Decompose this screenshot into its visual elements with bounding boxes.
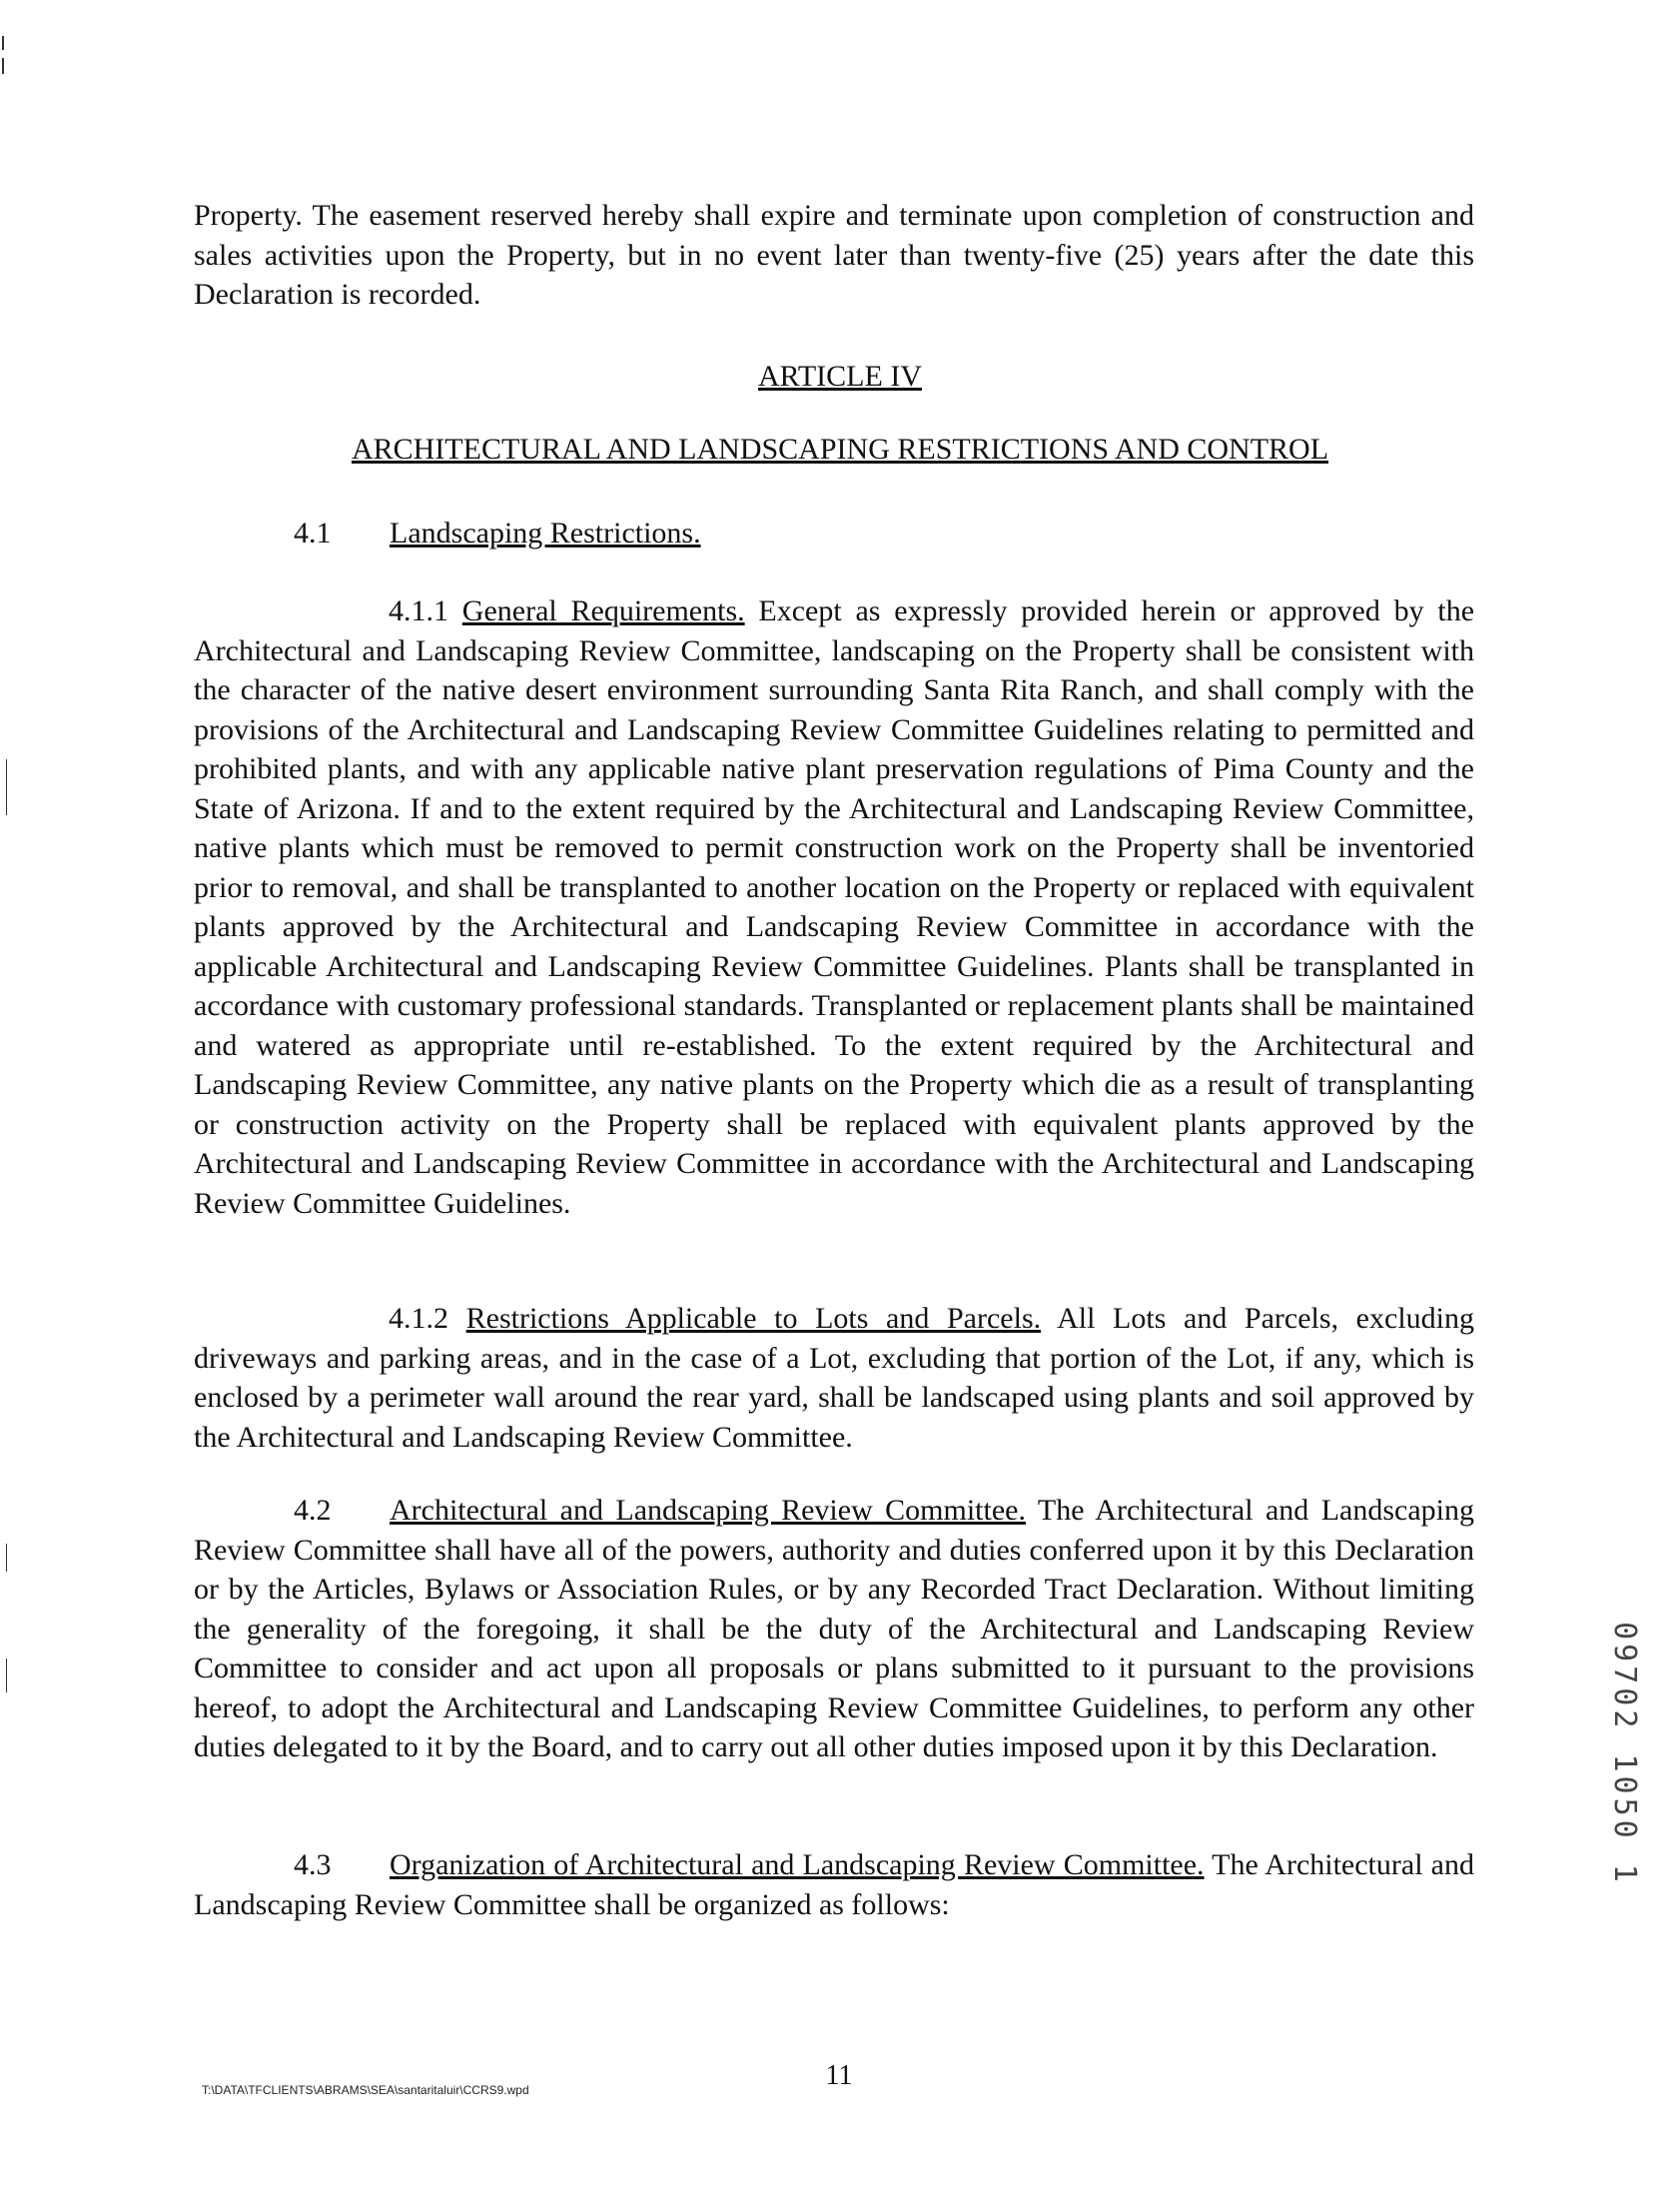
section-number: 4.1 — [294, 517, 332, 550]
section-title: Organization of Architectural and Landscaping Review Committee. — [390, 1848, 1205, 1881]
section-number: 4.1.2 — [389, 1302, 448, 1335]
scan-mark — [6, 1544, 7, 1572]
section-4-1-heading — [294, 517, 701, 551]
section-4-2 — [194, 1491, 1474, 1767]
section-4-1-1 — [194, 591, 1474, 1223]
article-heading: ARCHITECTURAL AND LANDSCAPING RESTRICTIONS AND CONTROL — [351, 433, 1329, 466]
scan-mark — [2, 36, 4, 50]
section-number: 4.1.1 — [389, 594, 448, 627]
recording-stamp — [1604, 1574, 1644, 1933]
section-number: 4.2 — [294, 1494, 332, 1527]
footer-file-path: T:\DATA\TFCLIENTS\ABRAMS\SEA\santaritaluir\CCRS9.wpd — [202, 2083, 529, 2097]
scan-mark — [6, 759, 7, 815]
section-text: All Lots and Parcels, excluding driveways and parking areas, and in the case of a Lot, excluding that portion of the Lot, if any, which is enclosed by a perimeter wall around the rear yard, shall be landscaped using plants and soil approved by the Architectural and Landscaping Review Committee. — [194, 1302, 1474, 1454]
section-title: Landscaping Restrictions. — [390, 517, 701, 550]
scan-mark — [6, 1658, 7, 1692]
section-title: General Requirements. — [461, 594, 745, 627]
intro-paragraph: Property. The easement reserved hereby shall expire and terminate upon completion of construction and sales activities upon the Property, but in no event later than twenty-five (25) years after the date this Declaration is recorded. — [194, 199, 1474, 311]
article-title: ARTICLE IV — [757, 360, 922, 393]
section-title: Restrictions Applicable to Lots and Parcels. — [465, 1302, 1042, 1335]
recording-stamp-text: 09702 1050 1 — [1606, 1621, 1642, 1886]
section-text: Except as expressly provided herein or approved by the Architectural and Landscaping Review Committee, landscaping on the Property shall be consistent with the character of the native desert environment surrounding Santa Rita Ranch, and shall comply with the provisions of the Architectural and Landscaping Review Committee Guidelines relating to permitted and prohibited plants, and with any applicable native plant preservation regulations of Pima County and the State of Arizona. If and to the extent required by the Architectural and Landscaping Review Committee, native plants which must be removed to permit construction work on the Property shall be inventoried prior to removal, and shall be transplanted to another location on the Property or replaced with equivalent plants approved by the Architectural and Landscaping Review Committee in accordance with the applicable Architectural and Landscaping Review Committee Guidelines. Plants shall be transplanted in accordance with customary professional standards. Transplanted or replacement plants shall be maintained and watered as appropriate until re-established. To the extent required by the Architectural and Landscaping Review Committee, any native plants on the Property which die as a result of transplanting or construction activity on the Property shall be replaced with equivalent plants approved by the Architectural and Landscaping Review Committee in accordance with the Architectural and Landscaping Review Committee Guidelines. — [194, 594, 1475, 1220]
section-number: 4.3 — [294, 1848, 332, 1881]
section-4-1-2 — [194, 1299, 1474, 1457]
scan-mark — [2, 58, 4, 74]
section-title: Architectural and Landscaping Review Committee. — [390, 1494, 1026, 1527]
page-number: 11 — [825, 2060, 853, 2091]
section-4-3 — [194, 1845, 1474, 1924]
section-text: The Architectural and Landscaping Review Committee shall have all of the powers, authority and duties conferred upon it by this Declaration or by the Articles, Bylaws or Association Rules, or by any Recorded Tract Declaration. Without limiting the generality of the foregoing, it shall be the duty of the Architectural and Landscaping Review Committee to consider and act upon all proposals or plans submitted to it pursuant to the provisions hereof, to adopt the Architectural and Landscaping Review Committee Guidelines, to perform any other duties delegated to it by the Board, and to carry out all other duties imposed upon it by this Declaration. — [194, 1494, 1474, 1763]
section-text: The Architectural and Landscaping Review Committee shall be organized as follows: — [194, 1848, 1474, 1921]
